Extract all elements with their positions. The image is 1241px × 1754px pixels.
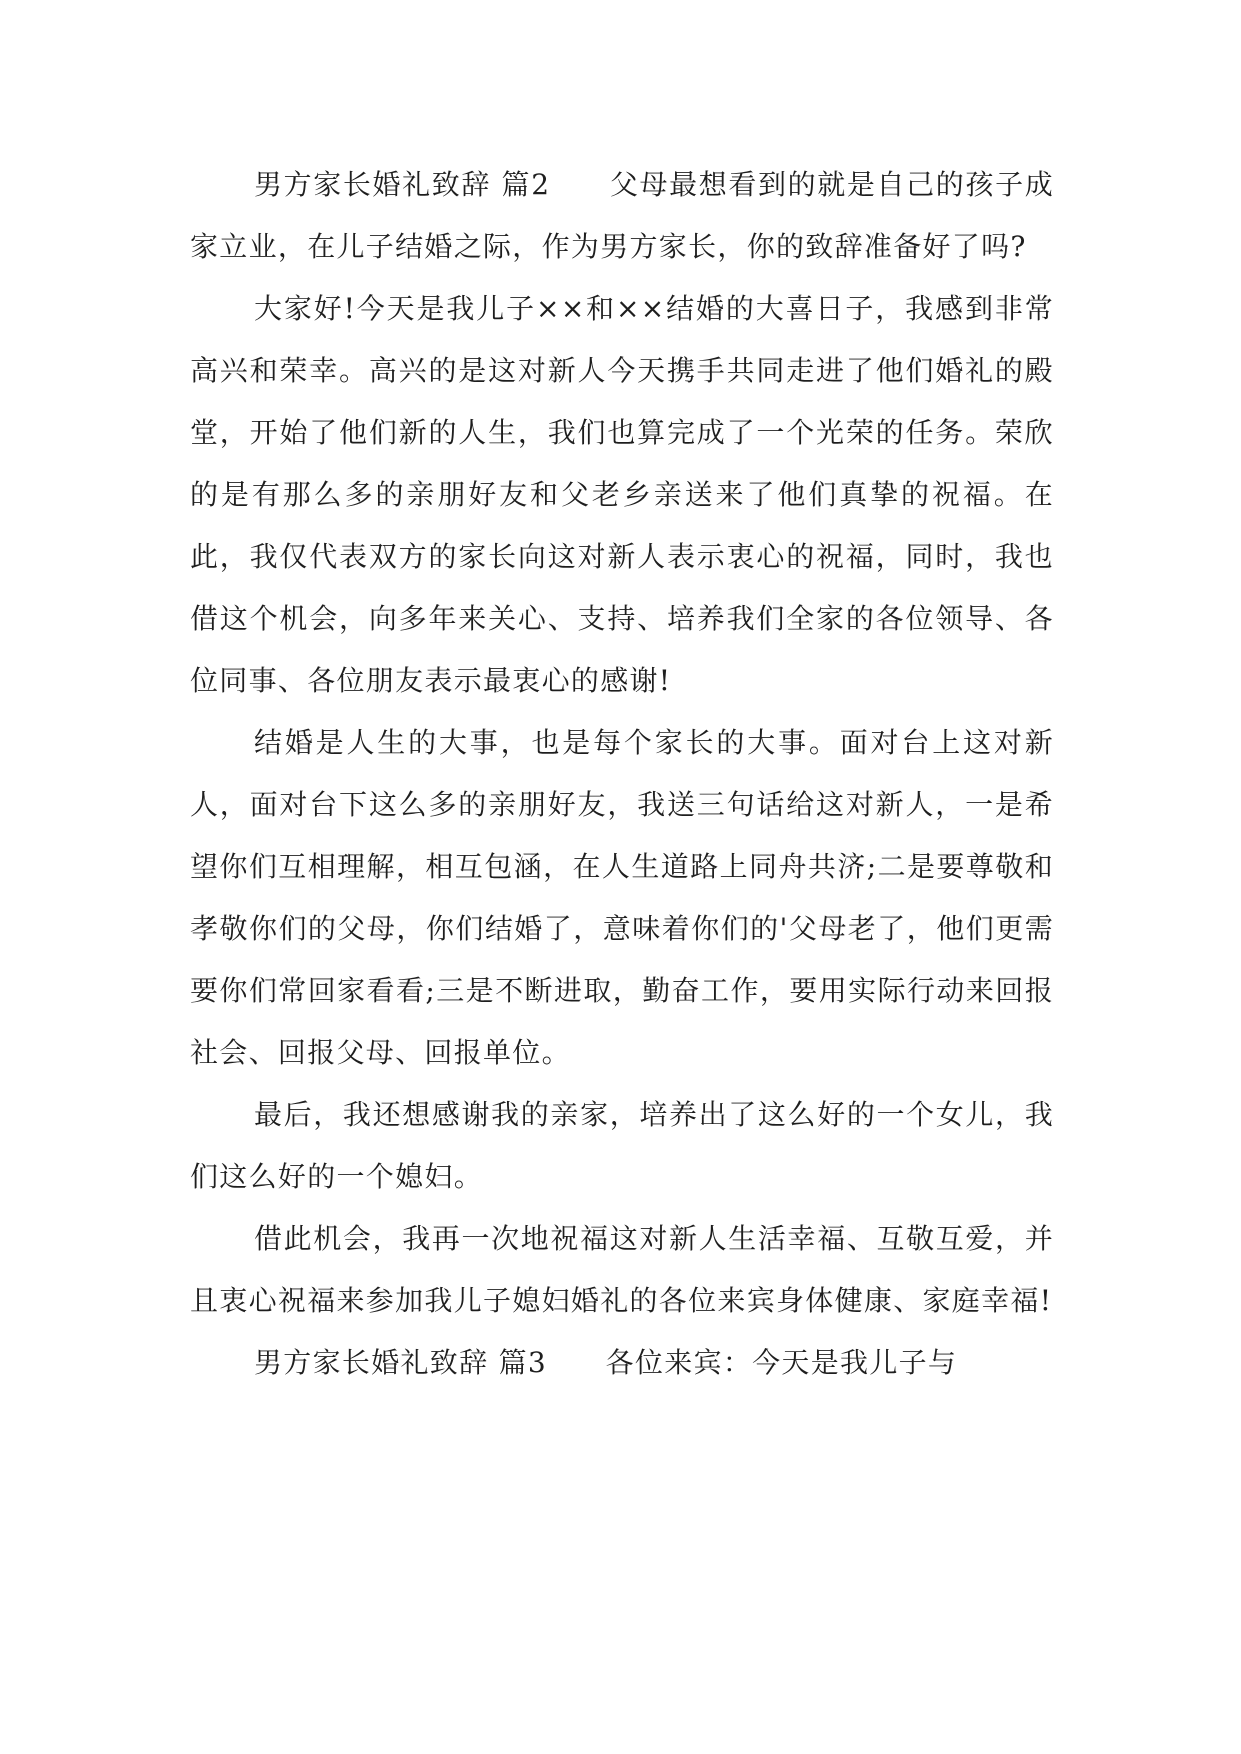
paragraph-next-section: 男方家长婚礼致辞 篇3 各位来宾：今天是我儿子与 [254, 1346, 958, 1379]
paragraph-greeting: 大家好!今天是我儿子××和××结婚的大喜日子，我感到非常高兴和荣幸。高兴的是这对新人今天携手共同走进了他们婚礼的殿堂，开始了他们新的人生，我们也算完成了一个光荣的任务。荣欣的是有那么多的亲朋好友和父老乡亲送来了他们真挚的祝福。在此，我仅代表双方的家长向这对新人表示衷心的祝福，同时，我也借这个机会，向多年来关心、支持、培养我们全家的各位领导、各位同事、各位朋友表示最衷心的感谢! [190, 292, 1054, 697]
paragraph-blessing: 借此机会，我再一次地祝福这对新人生活幸福、互敬互爱，并且衷心祝福来参加我儿子媳妇婚礼的各位来宾身体健康、家庭幸福! [190, 1222, 1054, 1317]
document-page [190, 154, 1054, 1394]
paragraph-advice: 结婚是人生的大事，也是每个家长的大事。面对台上这对新人，面对台下这么多的亲朋好友，我送三句话给这对新人，一是希望你们互相理解，相互包涵，在人生道路上同舟共济;二是要尊敬和孝敬你们的父母，你们结婚了，意味着你们的'父母老了，他们更需要你们常回家看看;三是不断进取，勤奋工作，要用实际行动来回报社会、回报父母、回报单位。 [190, 726, 1054, 1069]
paragraph-intro: 男方家长婚礼致辞 篇2 父母最想看到的就是自己的孩子成家立业，在儿子结婚之际，作为男方家长，你的致辞准备好了吗? [190, 168, 1054, 263]
paragraph-thanks-inlaws: 最后，我还想感谢我的亲家，培养出了这么好的一个女儿，我们这么好的一个媳妇。 [190, 1098, 1054, 1193]
